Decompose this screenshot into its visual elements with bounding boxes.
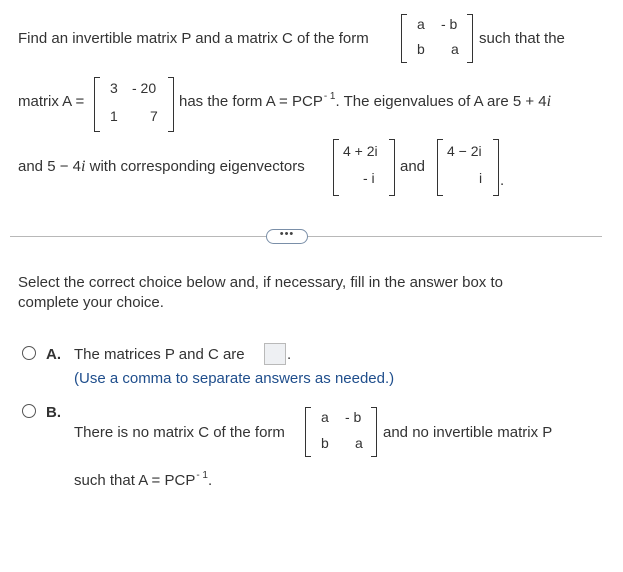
eigvec2-bottom: i [479, 170, 483, 186]
choice-b-letter: B. [46, 404, 61, 421]
choice-a-hint: (Use a comma to separate answers as needed.) [74, 370, 395, 387]
instructions-line2: complete your choice. [18, 294, 164, 311]
choice-b-a21: b [321, 435, 329, 451]
question-line2-post: . The eigenvalues of A are 5 + 4 [335, 93, 547, 110]
form-a22: a [451, 41, 459, 57]
matrix-a [94, 77, 174, 132]
question-period: . [500, 172, 505, 189]
matrix-a-21: 1 [110, 108, 118, 124]
matrix-a-11: 3 [110, 80, 118, 96]
choice-b-text-post: and no invertible matrix P [383, 424, 553, 441]
question-line1-pre: Find an invertible matrix P and a matrix C of the form [18, 30, 369, 47]
choice-b-line2-text: such that A = PCP [74, 472, 196, 489]
form-a21: b [417, 41, 425, 57]
form-matrix-choice-b [305, 407, 377, 457]
choice-b-a22: a [355, 435, 363, 451]
choice-b-radio[interactable] [22, 404, 36, 418]
imaginary-unit: i [80, 158, 86, 175]
imaginary-unit: i [546, 93, 552, 110]
right-bracket [371, 407, 377, 457]
eigvec1-top: 4 + 2i [343, 143, 378, 159]
right-bracket [389, 139, 395, 196]
question-line2-mid: has the form A = PCP [179, 93, 323, 110]
right-bracket [467, 14, 473, 63]
question-line3-post: with corresponding eigenvectors [85, 158, 305, 175]
eigenvector-1 [333, 139, 395, 196]
question-line1-post: such that the [479, 30, 565, 47]
choice-a-period: . [287, 346, 292, 363]
left-bracket [437, 139, 443, 196]
show-more-button[interactable]: ••• [266, 229, 308, 244]
choice-a-letter: A. [46, 346, 61, 363]
choice-b-line2 [74, 472, 212, 489]
eigvec1-bottom: - i [363, 170, 375, 186]
left-bracket [94, 77, 100, 132]
choice-b-period: . [208, 472, 213, 489]
matrix-a-12: - 20 [132, 80, 157, 96]
matrix-a-label: matrix A = [18, 93, 85, 110]
choice-a-text: The matrices P and C are [74, 346, 245, 363]
question-line3 [18, 158, 305, 176]
form-matrix-top [401, 14, 473, 63]
right-bracket [493, 139, 499, 196]
left-bracket [401, 14, 407, 63]
right-bracket [168, 77, 174, 132]
answer-input-box[interactable] [264, 343, 286, 365]
choice-b-a11: a [321, 409, 329, 425]
choice-b-text-pre: There is no matrix C of the form [74, 424, 285, 441]
question-line2 [179, 93, 551, 111]
exponent: - 1 [196, 470, 208, 481]
form-a11: a [417, 16, 425, 32]
left-bracket [305, 407, 311, 457]
form-a12: - b [441, 16, 458, 32]
matrix-a-22: 7 [150, 108, 158, 124]
eigvec2-top: 4 − 2i [447, 143, 482, 159]
choice-a-radio[interactable] [22, 346, 36, 360]
choice-b-a12: - b [345, 409, 362, 425]
exponent: - 1 [323, 91, 336, 102]
and-label: and [400, 158, 426, 175]
instructions-line1: Select the correct choice below and, if necessary, fill in the answer box to [18, 274, 503, 291]
left-bracket [333, 139, 339, 196]
question-line3-pre: and 5 − 4 [18, 158, 81, 175]
eigenvector-2 [437, 139, 499, 196]
